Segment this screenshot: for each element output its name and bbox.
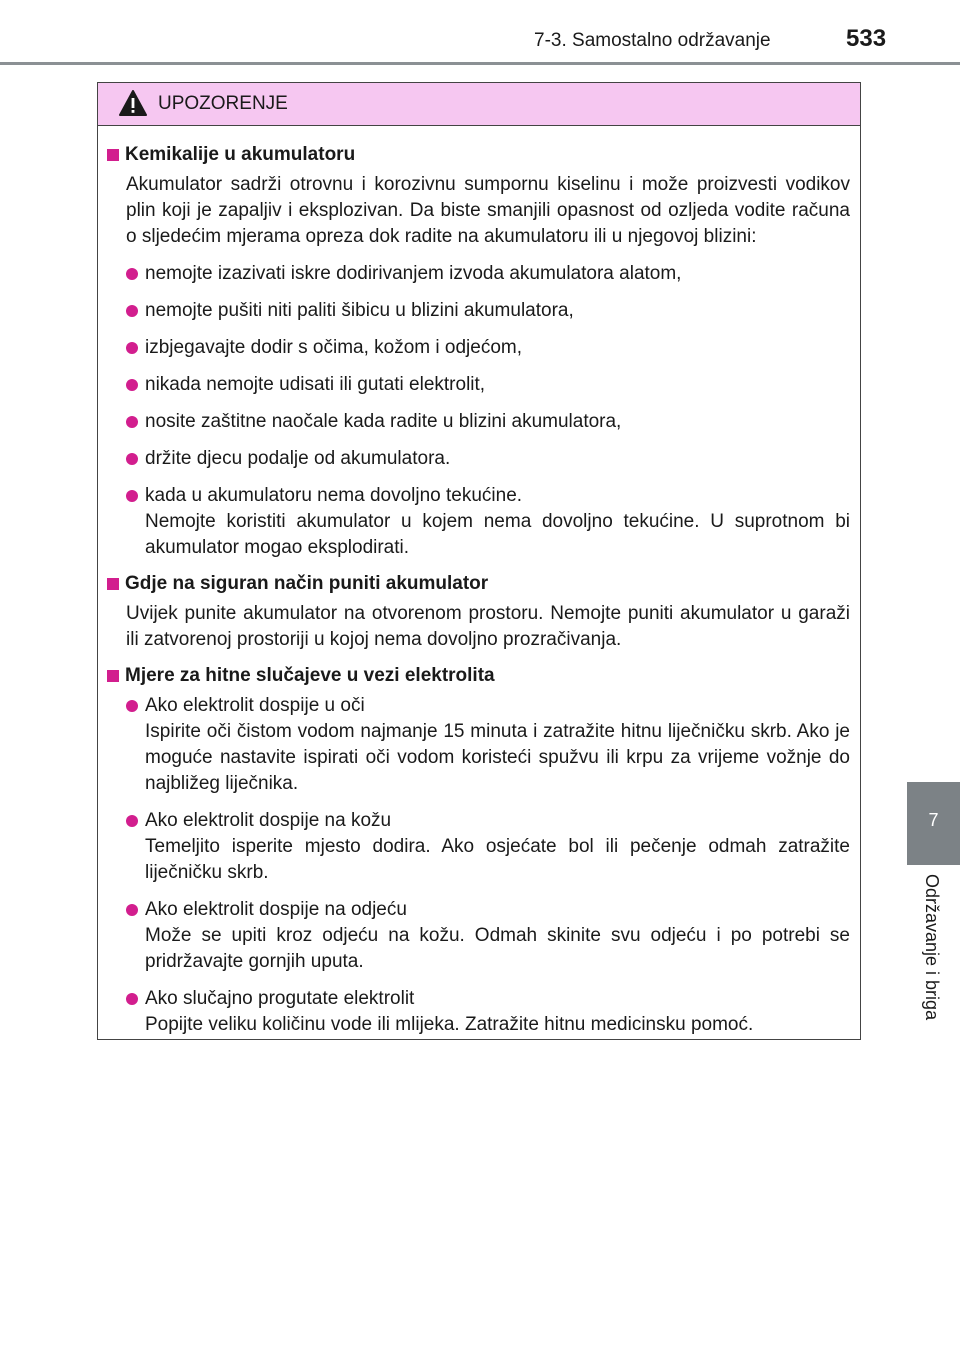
list-item: nikada nemojte udisati ili gutati elektrolit,	[107, 372, 850, 398]
circle-bullet-icon	[126, 416, 138, 428]
warning-title: UPOZORENJE	[158, 93, 288, 114]
list-item: nemojte izazivati iskre dodirivanjem izvoda akumulatora alatom,	[107, 261, 850, 287]
warning-section	[107, 571, 850, 653]
section-heading: Mjere za hitne slučajeve u vezi elektrolita	[107, 663, 850, 689]
circle-bullet-icon	[126, 993, 138, 1005]
warning-body	[98, 126, 860, 1038]
section-text: Uvijek punite akumulator na otvorenom prostoru. Nemojte puniti akumulator u garaži ili zatvorenoj prostoriji u kojoj nema dovoljno prozračivanja.	[126, 603, 850, 650]
chapter-title: Održavanje i briga	[922, 874, 942, 1021]
page-number: 533	[846, 25, 887, 52]
list-item: držite djecu podalje od akumulatora.	[107, 446, 850, 472]
square-bullet-icon	[107, 670, 119, 682]
header-divider	[0, 62, 960, 65]
section-heading: Gdje na siguran način puniti akumulator	[107, 571, 850, 597]
warning-section	[107, 142, 850, 561]
circle-bullet-icon	[126, 453, 138, 465]
section-title: 7-3. Samostalno održavanje	[534, 30, 771, 51]
chapter-tab	[907, 782, 960, 865]
warning-triangle-icon	[118, 89, 148, 117]
circle-bullet-icon	[126, 904, 138, 916]
circle-bullet-icon	[126, 305, 138, 317]
circle-bullet-icon	[126, 268, 138, 280]
warning-section	[107, 663, 850, 1038]
list-item: Ako slučajno progutate elektrolit Popijte veliku količinu vode ili mlijeka. Zatražite hitnu medicinsku pomoć.	[107, 986, 850, 1038]
list-item: Ako elektrolit dospije na odjeću Može se upiti kroz odjeću na kožu. Odmah skinite svu odjeću i po potrebi se pridržavajte gornjih uputa.	[107, 897, 850, 975]
chapter-number: 7	[928, 810, 939, 830]
list-item: Ako elektrolit dospije u oči Ispirite oči čistom vodom najmanje 15 minuta i zatražite hitnu liječničku skrb. Ako je moguće nastavite ispirati oči vodom koristeći spužvu ili krpu za vrijeme vožnje do najbližeg liječnika.	[107, 693, 850, 797]
square-bullet-icon	[107, 149, 119, 161]
list-item: Ako elektrolit dospije na kožu Temeljito isperite mjesto dodira. Ako osjećate bol ili pečenje odmah zatražite liječničku skrb.	[107, 808, 850, 886]
list-item: nemojte pušiti niti paliti šibicu u blizini akumulatora,	[107, 298, 850, 324]
circle-bullet-icon	[126, 815, 138, 827]
section-text: Akumulator sadrži otrovnu i korozivnu sumpornu kiselinu i može proizvesti vodikov plin koji je zapaljiv i eksplozivan. Da biste smanjili opasnost od ozljeda vodite računa o sljedećim mjerama opreza dok radite na akumulatoru ili u njegovoj blizini:	[126, 174, 850, 247]
section-heading: Kemikalije u akumulatoru	[107, 142, 850, 168]
warning-header	[98, 83, 860, 126]
list-item: izbjegavajte dodir s očima, kožom i odjećom,	[107, 335, 850, 361]
circle-bullet-icon	[126, 379, 138, 391]
list-item: nosite zaštitne naočale kada radite u blizini akumulatora,	[107, 409, 850, 435]
square-bullet-icon	[107, 578, 119, 590]
warning-box	[97, 82, 861, 1040]
circle-bullet-icon	[126, 342, 138, 354]
circle-bullet-icon	[126, 700, 138, 712]
list-item: kada u akumulatoru nema dovoljno tekućine. Nemojte koristiti akumulator u kojem nema dovoljno tekućine. U suprotnom bi akumulator mogao eksplodirati.	[107, 483, 850, 561]
circle-bullet-icon	[126, 490, 138, 502]
